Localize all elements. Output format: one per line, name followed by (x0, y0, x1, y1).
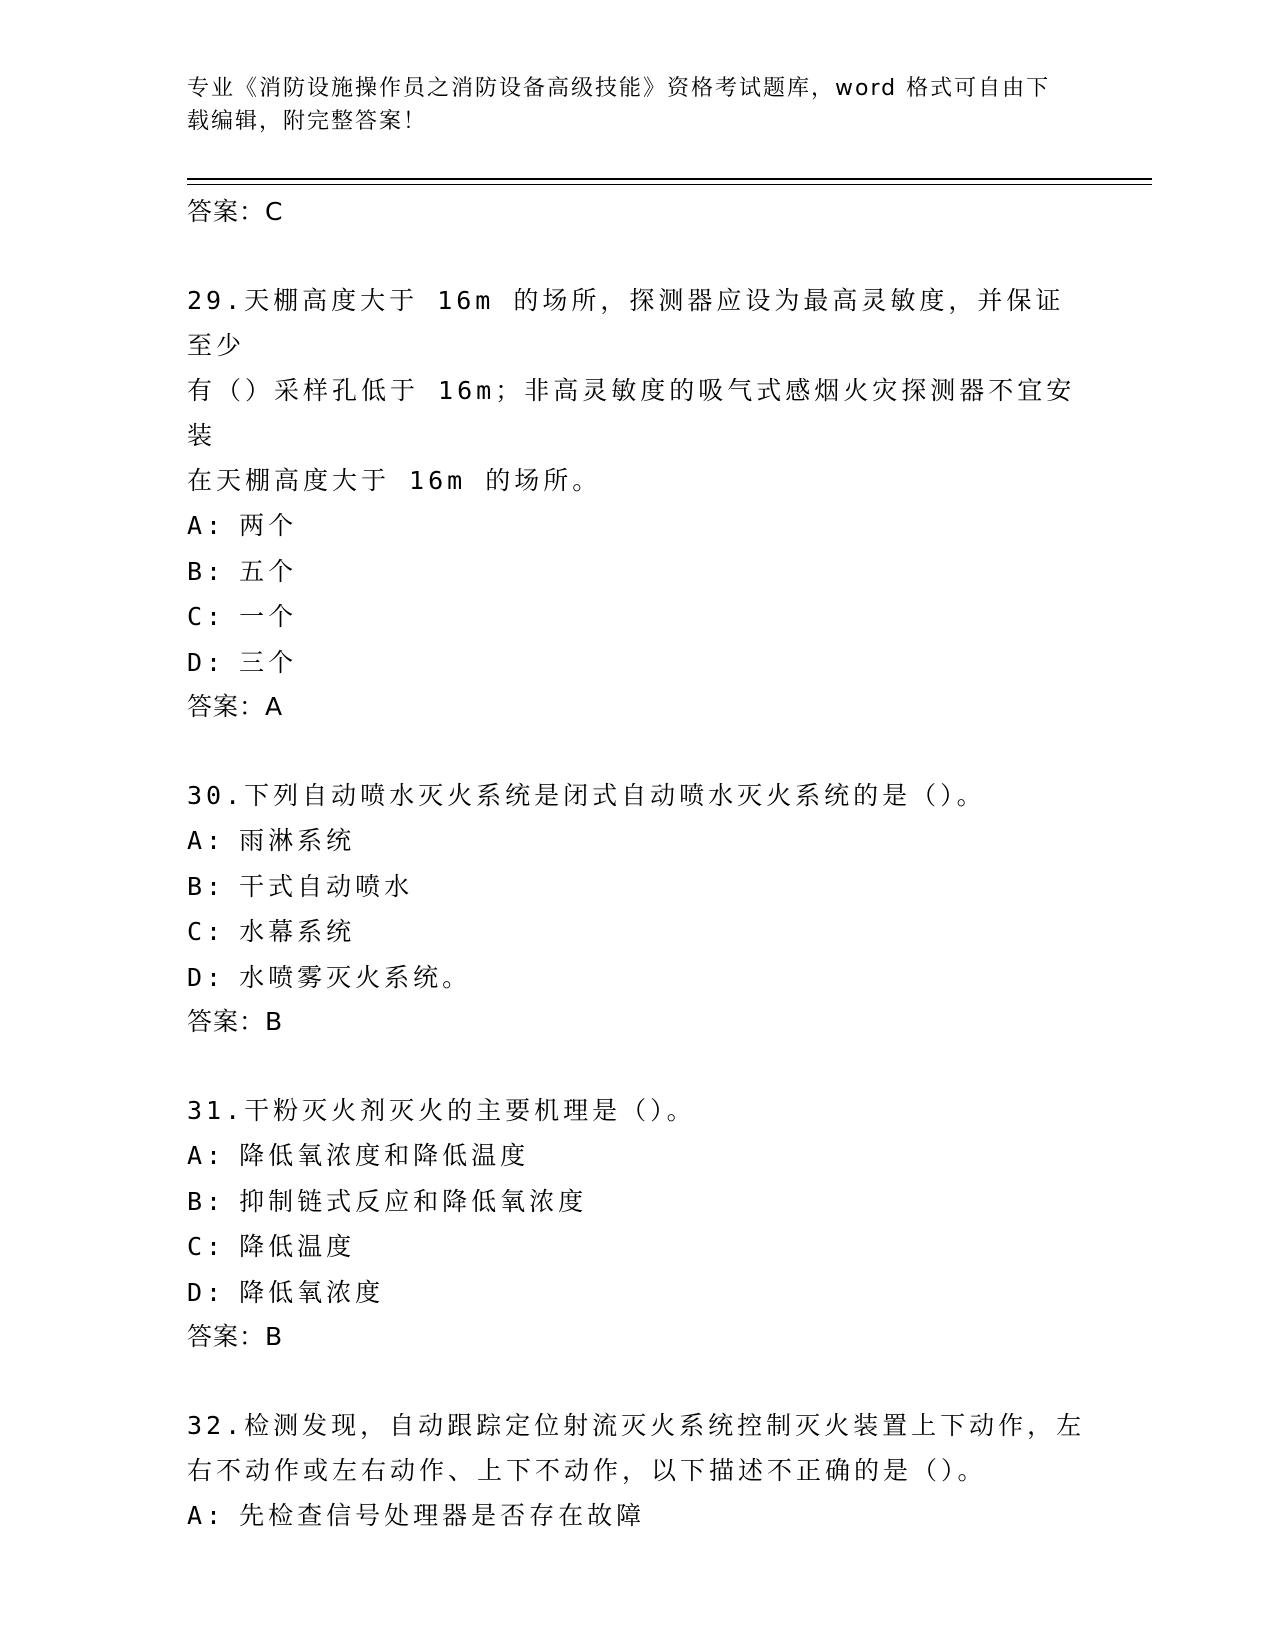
question-text-line: 31.干粉灭火剂灭火的主要机理是（）。 (187, 1096, 696, 1125)
option-a (187, 503, 1087, 549)
answer-line: 答案：B (187, 1007, 284, 1036)
answer-previous: 答案：C (187, 197, 284, 226)
question-text-line: 32.检测发现，自动跟踪定位射流灭火系统控制灭火装置上下动作，左 (187, 1411, 1086, 1440)
option-d (187, 640, 1087, 686)
question-32 (187, 1403, 1087, 1539)
option-key: C: (187, 1232, 226, 1261)
option-key: A: (187, 1141, 226, 1170)
option-key: C: (187, 602, 226, 631)
document-header (187, 72, 1067, 138)
option-key: C: (187, 917, 226, 946)
option-d (187, 1270, 1087, 1316)
option-text: 干式自动喷水 (239, 871, 414, 901)
option-text: 一个 (239, 602, 298, 631)
option-c (187, 909, 1087, 955)
option-key: D: (187, 962, 226, 992)
option-key: B: (187, 556, 226, 586)
question-text-line: 29.天棚高度大于 16m 的场所，探测器应设为最高灵敏度，并保证至少 (187, 286, 1065, 360)
question-text-line: 30.下列自动喷水灭火系统是闭式自动喷水灭火系统的是（）。 (187, 781, 986, 810)
option-text: 降低氧浓度和降低温度 (239, 1141, 530, 1170)
option-text: 雨淋系统 (239, 826, 356, 855)
option-text: 三个 (239, 647, 298, 677)
header-line-2: 载编辑，附完整答案！ (187, 109, 428, 134)
header-rule-thin (187, 184, 1152, 185)
answer-line: 答案：B (187, 1322, 284, 1351)
option-text: 降低温度 (239, 1232, 356, 1261)
option-key: A: (187, 511, 226, 540)
question-30 (187, 773, 1087, 1044)
answer-line: 答案：A (187, 692, 284, 721)
question-text-line: 右不动作或左右动作、上下不动作，以下描述不正确的是（）。 (187, 1456, 987, 1485)
option-b (187, 1179, 1087, 1225)
option-a (187, 1493, 1087, 1539)
option-key: B: (187, 871, 226, 901)
header-line-1: 专业《消防设施操作员之消防设备高级技能》资格考试题库，word 格式可自由下 (187, 76, 1051, 101)
option-text: 先检查信号处理器是否存在故障 (239, 1501, 646, 1530)
question-31 (187, 1088, 1087, 1359)
option-b (187, 864, 1087, 910)
option-key: A: (187, 826, 226, 855)
question-29 (187, 278, 1087, 729)
option-text: 五个 (239, 556, 298, 586)
option-b (187, 549, 1087, 595)
option-key: D: (187, 647, 226, 677)
option-key: A: (187, 1501, 226, 1530)
option-a (187, 1133, 1087, 1179)
header-rule-thick (187, 178, 1152, 180)
question-text-line: 有（）采样孔低于 16m；非高灵敏度的吸气式感烟火灾探测器不宜安装 (187, 376, 1076, 450)
option-key: D: (187, 1277, 226, 1307)
option-text: 水喷雾灭火系统。 (239, 962, 472, 992)
option-text: 降低氧浓度 (239, 1277, 385, 1307)
option-text: 水幕系统 (239, 917, 356, 946)
option-key: B: (187, 1186, 226, 1216)
option-c (187, 1224, 1087, 1270)
option-text: 抑制链式反应和降低氧浓度 (239, 1186, 588, 1216)
question-list (187, 190, 1087, 1539)
question-text-line: 在天棚高度大于 16m 的场所。 (187, 466, 602, 495)
option-text: 两个 (239, 511, 298, 540)
option-c (187, 594, 1087, 640)
option-d (187, 955, 1087, 1001)
option-a (187, 818, 1087, 864)
